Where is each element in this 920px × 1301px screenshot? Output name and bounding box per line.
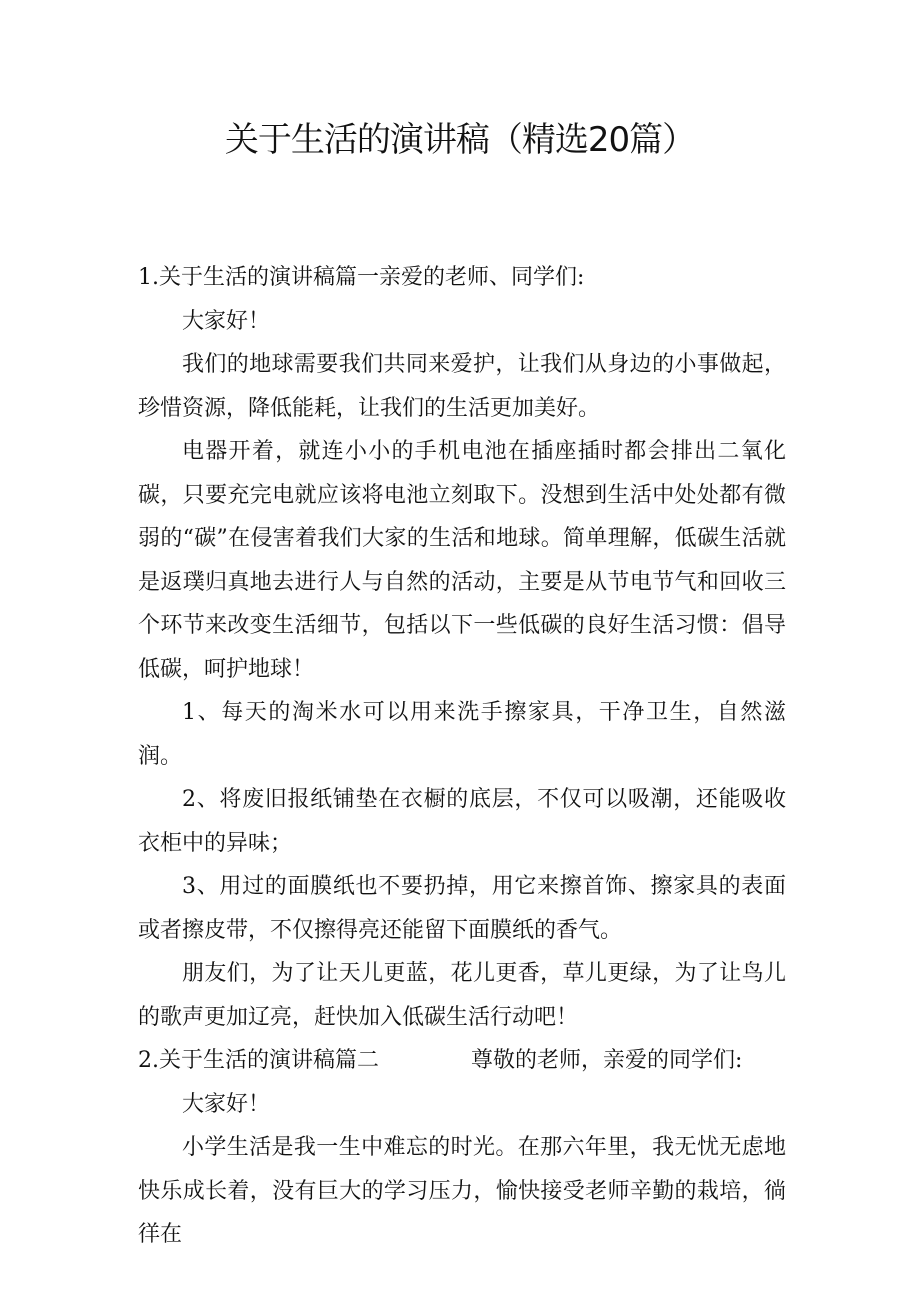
section-2-heading-line xyxy=(138,1039,786,1083)
paragraph: 小学生活是我一生中难忘的时光。在那六年里，我无忧无虑地快乐成长着，没有巨大的学习压力，愉快接受老师辛勤的栽培，徜徉在 xyxy=(138,1135,786,1247)
document-title: 关于生活的演讲稿（精选20篇） xyxy=(224,120,696,160)
section-1-heading: 1.关于生活的演讲稿篇一亲爱的老师、同学们: xyxy=(138,265,585,290)
paragraph: 电器开着，就连小小的手机电池在插座插时都会排出二氧化碳，只要充完电就应该将电池立刻取下。没想到生活中处处都有微弱的“碳”在侵害着我们大家的生活和地球。简单理解，低碳生活就是返璞归真地去进行人与自然的活动，主要是从节电节气和回收三个环节来改变生活细节，包括以下一些低碳的良好生活习惯：倡导低碳，呵护地球！ xyxy=(138,439,786,682)
paragraph: 我们的地球需要我们共同来爱护，让我们从身边的小事做起，珍惜资源，降低能耗，让我们的生活更加美好。 xyxy=(138,352,786,421)
paragraph: 大家好！ xyxy=(182,308,271,334)
section-2-salutation: 尊敬的老师，亲爱的同学们: xyxy=(471,1048,743,1073)
paragraph: 大家好！ xyxy=(182,1091,271,1117)
paragraph: 1、每天的淘米水可以用来洗手擦家具，干净卫生，自然滋润。 xyxy=(138,700,786,769)
section-2-heading: 2.关于生活的演讲稿篇二 xyxy=(138,1048,379,1073)
paragraph: 朋友们，为了让天儿更蓝，花儿更香，草儿更绿，为了让鸟儿的歌声更加辽亮，赶快加入低碳生活行动吧！ xyxy=(138,961,786,1030)
paragraph: 3、用过的面膜纸也不要扔掉，用它来擦首饰、擦家具的表面或者擦皮带，不仅擦得亮还能留下面膜纸的香气。 xyxy=(138,874,786,943)
document-body xyxy=(138,256,786,1257)
paragraph: 2、将废旧报纸铺垫在衣橱的底层，不仅可以吸潮，还能吸收衣柜中的异味； xyxy=(138,787,786,856)
